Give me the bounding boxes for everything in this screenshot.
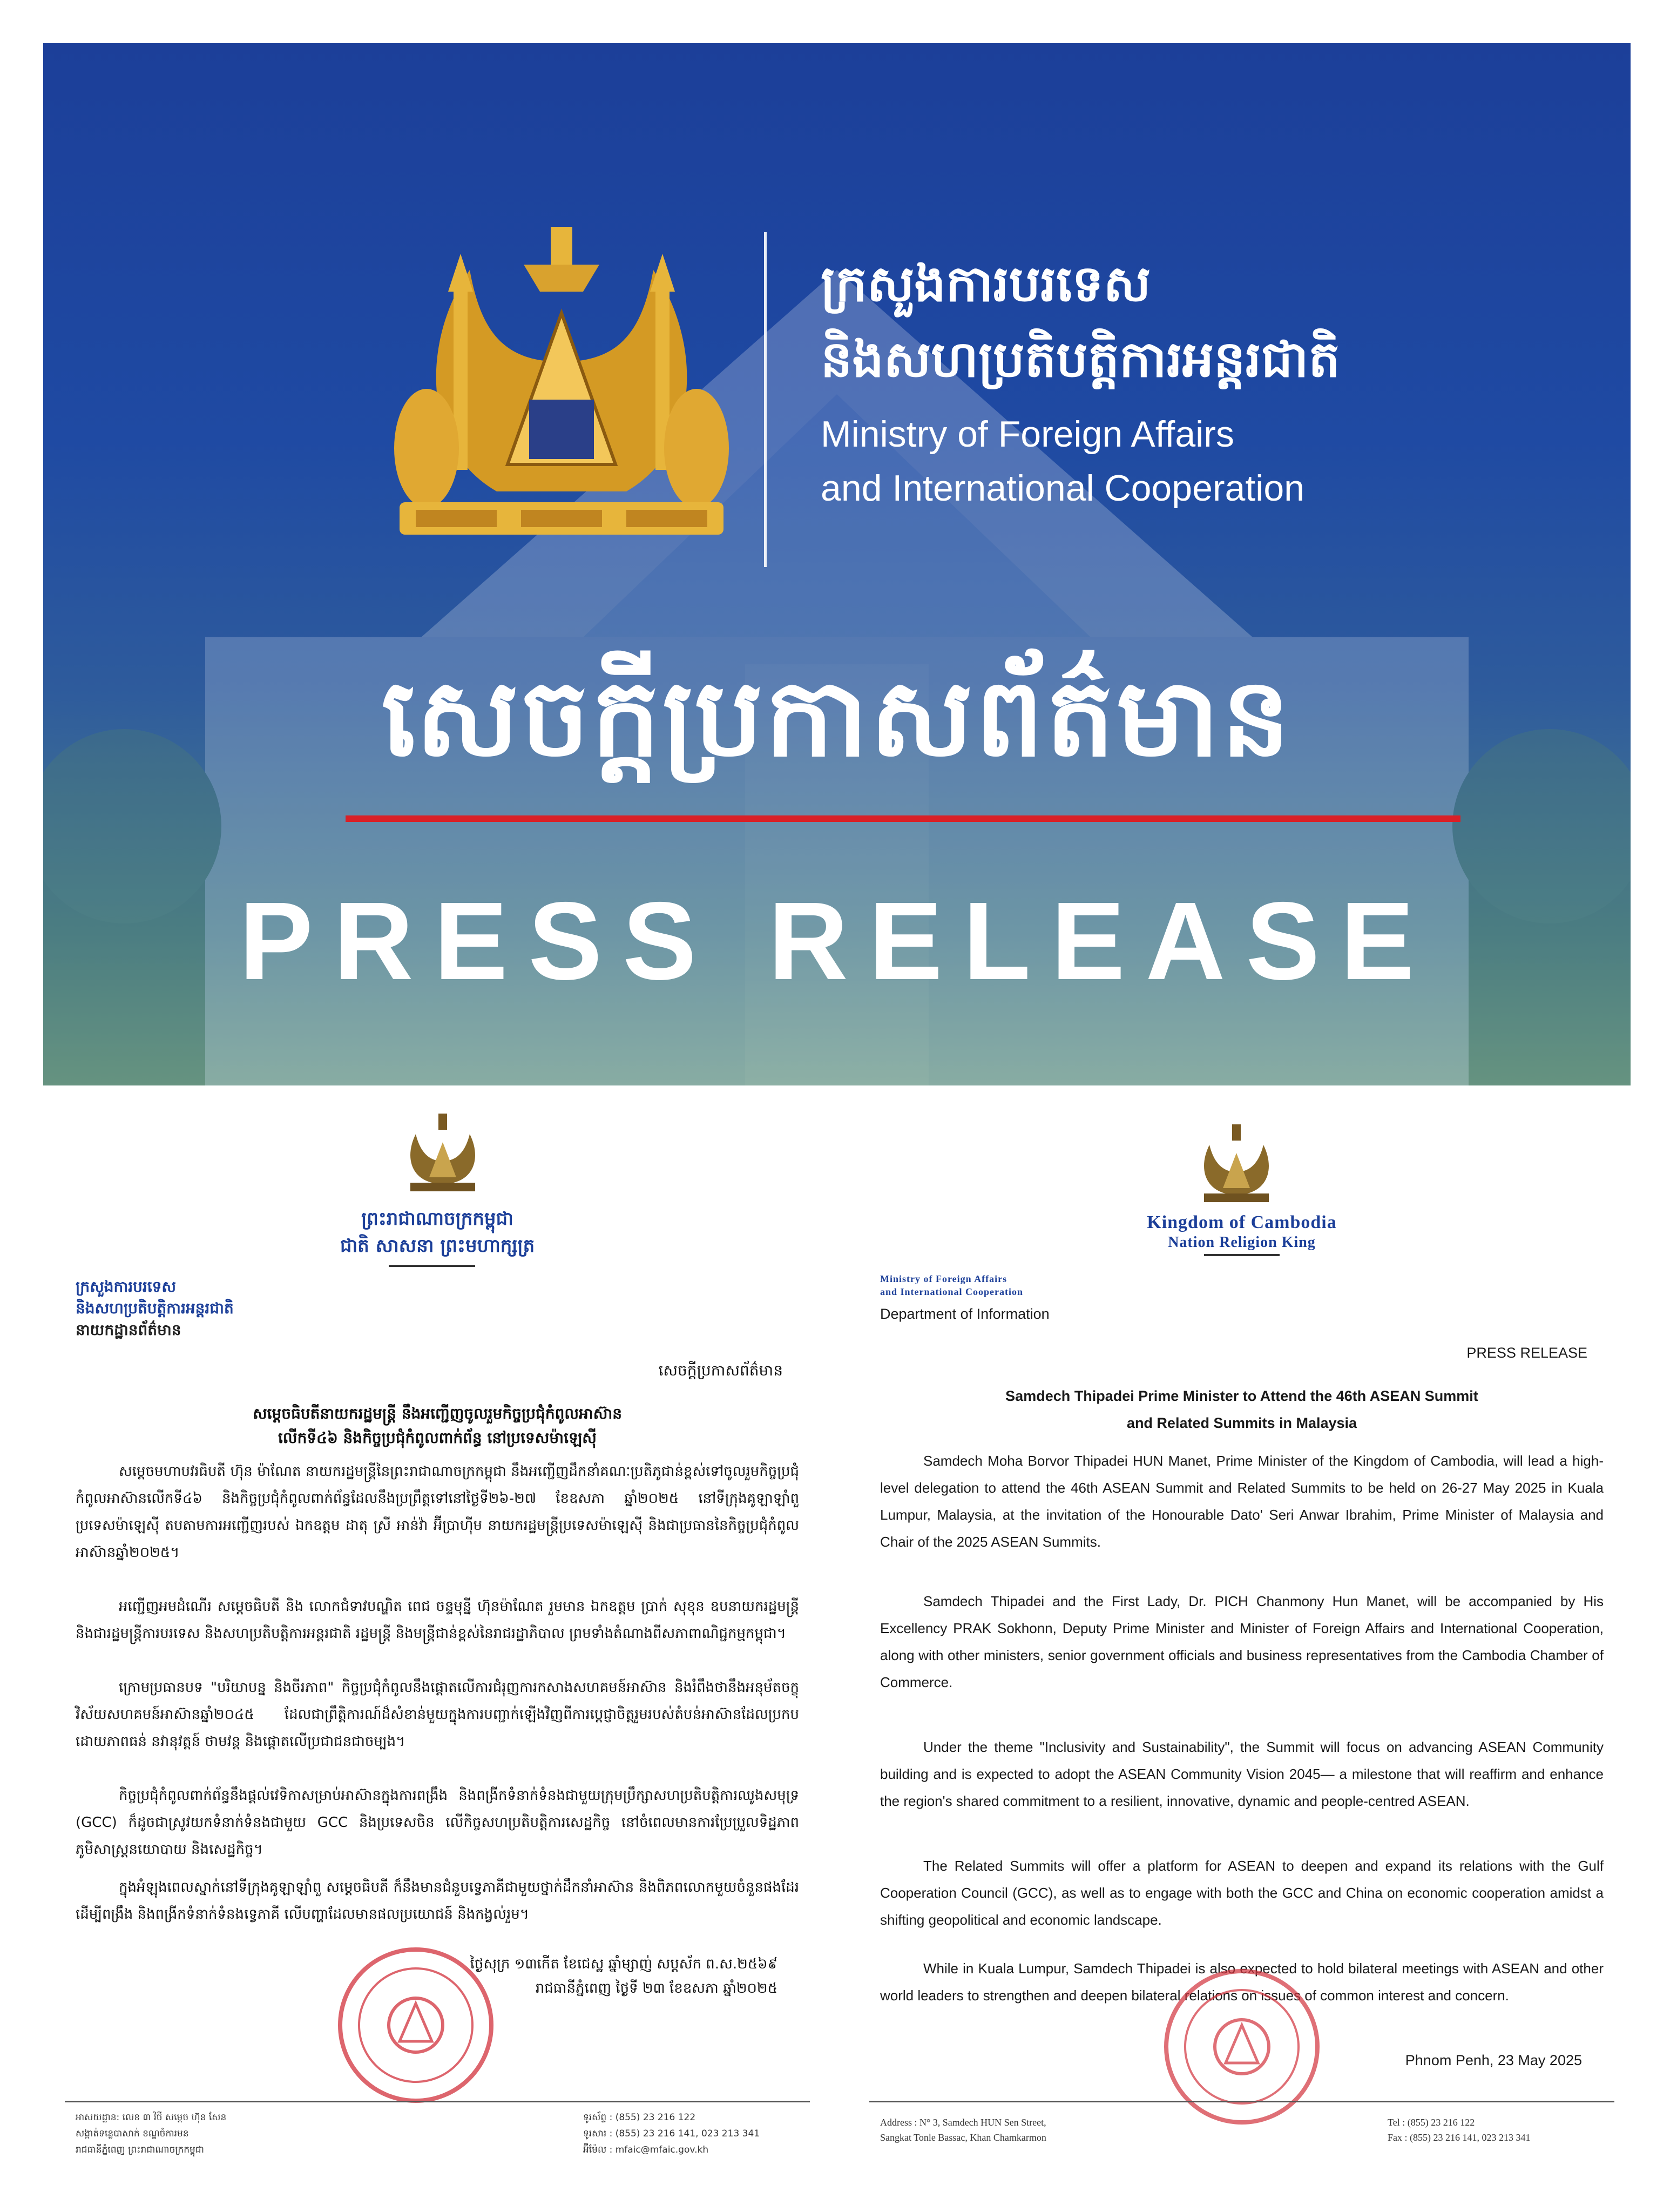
footer-divider bbox=[869, 2101, 1614, 2102]
footer-phone-khmer: ទូរស័ព្ទ : (855) 23 216 122 bbox=[583, 2112, 696, 2123]
press-release-title-english: PRESS RELEASE bbox=[239, 879, 1435, 1003]
paragraph-text: Samdech Moha Borvor Thipadei HUN Manet, Prime Minister of the Kingdom of Cambodia, will lead a high-level delegation to attend the 46th ASEAN Summit and Related Summits to be held on 26-27 May 2025 in Kuala Lumpur, Malaysia, at the invitation of the Honourable Dato' Seri Anwar Ibrahim, Prime Minister of Malaysia and Chair of the 2025 ASEAN Summits. bbox=[880, 1453, 1604, 1550]
ministry-name-english-line1: Ministry of Foreign Affairs bbox=[821, 414, 1234, 455]
paragraph-text: អញ្ជើញអមដំណើរ សម្តេចធិបតី និង លោកជំទាវបណ្ឌិត ពេជ ចន្ទមុន្នី ហ៊ុនម៉ាណែត រួមមាន ឯកឧត្តម ប្រាក់ សុខុន ឧបនាយករដ្ឋមន្ត្រី និងជារដ្ឋមន្ត្រីការបរទេស និងសហប្រតិបត្តិការអន្តរជាតិ រដ្ឋមន្ត្រី និងមន្ត្រីជាន់ខ្ពស់នៃរាជរដ្ឋាភិបាល ព្រមទាំងតំណាងពីសភាពាណិជ្ជកម្មកម្ពុជា។ bbox=[76, 1599, 799, 1642]
ministry-name-khmer-line2: និងសហប្រតិបត្តិការអន្តរជាតិ bbox=[821, 331, 1340, 388]
kingdom-name-english: Kingdom of Cambodia bbox=[1147, 1212, 1337, 1232]
ministry-name-english-line2: and International Cooperation bbox=[821, 468, 1304, 509]
footer-address-english-1: Address : N° 3, Samdech HUN Sen Street, bbox=[880, 2117, 1046, 2128]
paragraph-text: ក្នុងអំឡុងពេលស្នាក់នៅទីក្រុងគូឡាឡាំពួ សម្តេចធិបតី ក៏នឹងមានជំនួបទ្វេភាគីជាមួយថ្នាក់ដឹកនាំអាស៊ាន និងពិភពលោកមួយចំនួនផងដែរ ដើម្បីពង្រឹង និងពង្រីកទំនាក់ទំនងទ្វេភាគី លើបញ្ហាដែលមានផលប្រយោជន៍ និងកង្វល់រួម។ bbox=[76, 1879, 799, 1923]
footer-email-khmer: អ៊ីម៉ែល : mfaic@mfaic.gov.kh bbox=[583, 2144, 709, 2155]
motto-flourish bbox=[1204, 1254, 1280, 1256]
headline-khmer-line2: លើកទី៤៦ និងកិច្ចប្រជុំកំពូលពាក់ព័ន្ធ នៅប្រទេសម៉ាឡេស៊ី bbox=[278, 1429, 597, 1447]
footer-tel-english: Tel : (855) 23 216 122 bbox=[1388, 2117, 1475, 2128]
headline-khmer-line1: សម្តេចធិបតីនាយករដ្ឋមន្ត្រី នឹងអញ្ជើញចូលរួមកិច្ចប្រជុំកំពូលអាស៊ាន bbox=[252, 1405, 623, 1422]
paragraph-text: While in Kuala Lumpur, Samdech Thipadei is also expected to hold bilateral meetings with ASEAN and other world leaders to strengthen and deepen bilateral relations on issues of common interest and concern. bbox=[880, 1960, 1604, 2004]
paragraph-khmer-3 bbox=[76, 1674, 799, 1755]
lunar-date-khmer: ថ្ងៃសុក្រ ១៣កើត ខែជេស្ឋ ឆ្នាំម្សាញ់ សប្តស័ក ព.ស.២៥៦៩ bbox=[470, 1956, 777, 1972]
press-release-title-khmer: សេចក្តីប្រកាសព័ត៌មាន bbox=[381, 655, 1293, 781]
date-english: Phnom Penh, 23 May 2025 bbox=[1405, 2052, 1582, 2068]
ministry-line2-khmer: និងសហប្រតិបត្តិការអន្តរជាតិ bbox=[76, 1299, 234, 1317]
paragraph-khmer-2 bbox=[76, 1593, 799, 1647]
paragraph-khmer-4 bbox=[76, 1782, 799, 1863]
footer-address-english-2: Sangkat Tonle Bassac, Khan Chamkarmon bbox=[880, 2132, 1046, 2143]
ministry-line1-english: Ministry of Foreign Affairs bbox=[880, 1273, 1007, 1284]
red-separator-line bbox=[346, 815, 1460, 822]
ministry-name-khmer-line1: ក្រសួងការបរទេស bbox=[821, 255, 1151, 313]
royal-coat-of-arms-icon bbox=[400, 1112, 486, 1193]
ministry-line2-english: and International Cooperation bbox=[880, 1286, 1024, 1297]
official-seal-stamp-icon bbox=[1161, 1966, 1323, 2128]
paragraph-english-1 bbox=[880, 1447, 1604, 1555]
paragraph-khmer-5 bbox=[76, 1874, 799, 1928]
footer-address-khmer-2: សង្កាត់ទន្លេបាសាក់ ខណ្ឌចំការមន bbox=[76, 2128, 189, 2139]
ministry-line1-khmer: ក្រសួងការបរទេស bbox=[76, 1278, 177, 1296]
footer-fax-khmer: ទូរសារ : (855) 23 216 141, 023 213 341 bbox=[583, 2128, 760, 2139]
paragraph-text: កិច្ចប្រជុំកំពូលពាក់ព័ន្ធនឹងផ្តល់វេទិកាសម្រាប់អាស៊ានក្នុងការពង្រឹង និងពង្រីកទំនាក់ទំនងជាមួយក្រុមប្រឹក្សាសហប្រតិបត្តិការឈូងសមុទ្រ (GCC) ក៏ដូចជាស្រូវយកទំនាក់ទំនងជាមួយ GCC និងប្រទេសចិន លើកិច្ចសហប្រតិបត្តិការសេដ្ឋកិច្ច នៅចំពេលមានការប្រែប្រួលទិដ្ឋភាពភូមិសាស្ត្រនយោបាយ និងសេដ្ឋកិច្ច។ bbox=[76, 1788, 799, 1858]
paragraph-text: ក្រោមប្រធានបទ "បរិយាបន្ន និងចីរភាព" កិច្ចប្រជុំកំពូលនឹងផ្តោតលើការជំរុញការកសាងសហគមន៍អាស៊ាន និងរំពឹងថានឹងអនុម័តចក្ខុវិស័យសហគមន៍អាស៊ានឆ្នាំ២០៤៥ ដែលជាព្រឹត្តិការណ៍ដ៏សំខាន់មួយក្នុងការបញ្ជាក់ឡើងវិញពីការប្តេជ្ញាចិត្តរួមរបស់តំបន់អាស៊ានដែលប្រកបដោយភាពធន់ នវានុវត្តន៍ ថាមវន្ត និងផ្តោតលើប្រជាជនជាចម្បង។ bbox=[76, 1680, 799, 1750]
footer-address-khmer-1: អាសយដ្ឋាន: លេខ ៣ វិថី សម្តេច ហ៊ុន សែន bbox=[76, 2112, 227, 2123]
national-motto-english: Nation Religion King bbox=[1168, 1234, 1316, 1251]
press-release-banner bbox=[43, 43, 1631, 1085]
royal-coat-of-arms-icon bbox=[389, 221, 734, 545]
paragraph-text: Under the theme "Inclusivity and Sustainability", the Summit will focus on advancing ASEAN Community building and is expected to adopt the ASEAN Community Vision 2045— a milestone that will reaffirm and enhance the region's shared commitment to a resilient, innovative, dynamic and people-centred ASEAN. bbox=[880, 1739, 1604, 1809]
footer-fax-english: Fax : (855) 23 216 141, 023 213 341 bbox=[1388, 2132, 1531, 2143]
national-motto-khmer: ជាតិ សាសនា ព្រះមហាក្សត្រ bbox=[340, 1235, 535, 1257]
department-khmer: នាយកដ្ឋានព័ត៌មាន bbox=[76, 1321, 181, 1339]
footer-divider bbox=[65, 2101, 810, 2102]
press-release-label-khmer: សេចក្តីប្រកាសព័ត៌មាន bbox=[658, 1361, 783, 1379]
paragraph-english-2 bbox=[880, 1588, 1604, 1696]
motto-flourish bbox=[389, 1265, 475, 1267]
date-khmer: រាជធានីភ្នំពេញ ថ្ងៃទី ២៣ ខែឧសភា ឆ្នាំ២០២៥ bbox=[535, 1980, 777, 1997]
kingdom-name-khmer: ព្រះរាជាណាចក្រកម្ពុជា bbox=[361, 1208, 513, 1230]
paragraph-text: The Related Summits will offer a platform for ASEAN to deepen and expand its relations with the Gulf Cooperation Council (GCC), as well as to engage with both the GCC and China on economic cooperation amidst a shifting geopolitical and economic landscape. bbox=[880, 1858, 1604, 1928]
paragraph-khmer-1 bbox=[76, 1458, 799, 1566]
footer-address-khmer-3: រាជធានីភ្នំពេញ ព្រះរាជាណាចក្រកម្ពុជា bbox=[76, 2144, 204, 2155]
headline-english-line1: Samdech Thipadei Prime Minister to Attend the 46th ASEAN Summit bbox=[1005, 1388, 1478, 1404]
department-english: Department of Information bbox=[880, 1306, 1050, 1322]
press-release-label-english: PRESS RELEASE bbox=[1466, 1345, 1587, 1361]
paragraph-text: Samdech Thipadei and the First Lady, Dr. PICH Chanmony Hun Manet, will be accompanied by His Excellency PRAK Sokhonn, Deputy Prime Minister and Minister of Foreign Affairs and International Cooperation, along with other ministers, senior government officials and business representatives from the Cambodia Chamber of Commerce. bbox=[880, 1593, 1604, 1690]
headline-english-line2: and Related Summits in Malaysia bbox=[1126, 1415, 1357, 1431]
paragraph-english-3 bbox=[880, 1734, 1604, 1815]
paragraph-english-4 bbox=[880, 1852, 1604, 1933]
header-divider bbox=[764, 232, 767, 567]
royal-coat-of-arms-icon bbox=[1193, 1123, 1280, 1204]
english-press-release-letter bbox=[848, 1102, 1636, 2209]
khmer-press-release-letter bbox=[43, 1102, 831, 2209]
paragraph-text: សម្តេចមហាបវរធិបតី ហ៊ុន ម៉ាណែត នាយករដ្ឋមន្ត្រីនៃព្រះរាជាណាចក្រកម្ពុជា នឹងអញ្ជើញដឹកនាំគណៈប្រតិភូជាន់ខ្ពស់ទៅចូលរួមកិច្ចប្រជុំកំពូលអាស៊ានលើកទី៤៦ និងកិច្ចប្រជុំកំពូលពាក់ព័ន្ធដែលនឹងប្រព្រឹត្តទៅនៅថ្ងៃទី២៦-២៧ ខែឧសភា ឆ្នាំ២០២៥ នៅទីក្រុងគូឡាឡាំពួ ប្រទេសម៉ាឡេស៊ី តបតាមការអញ្ជើញរបស់ ឯកឧត្តម ដាតុ ស្រី អាន់វ៉ា អ៊ីប្រាហ៊ីម នាយករដ្ឋមន្ត្រីប្រទេសម៉ាឡេស៊ី និងជាប្រធាននៃកិច្ចប្រជុំកំពូលអាស៊ានឆ្នាំ២០២៥។ bbox=[76, 1464, 799, 1561]
